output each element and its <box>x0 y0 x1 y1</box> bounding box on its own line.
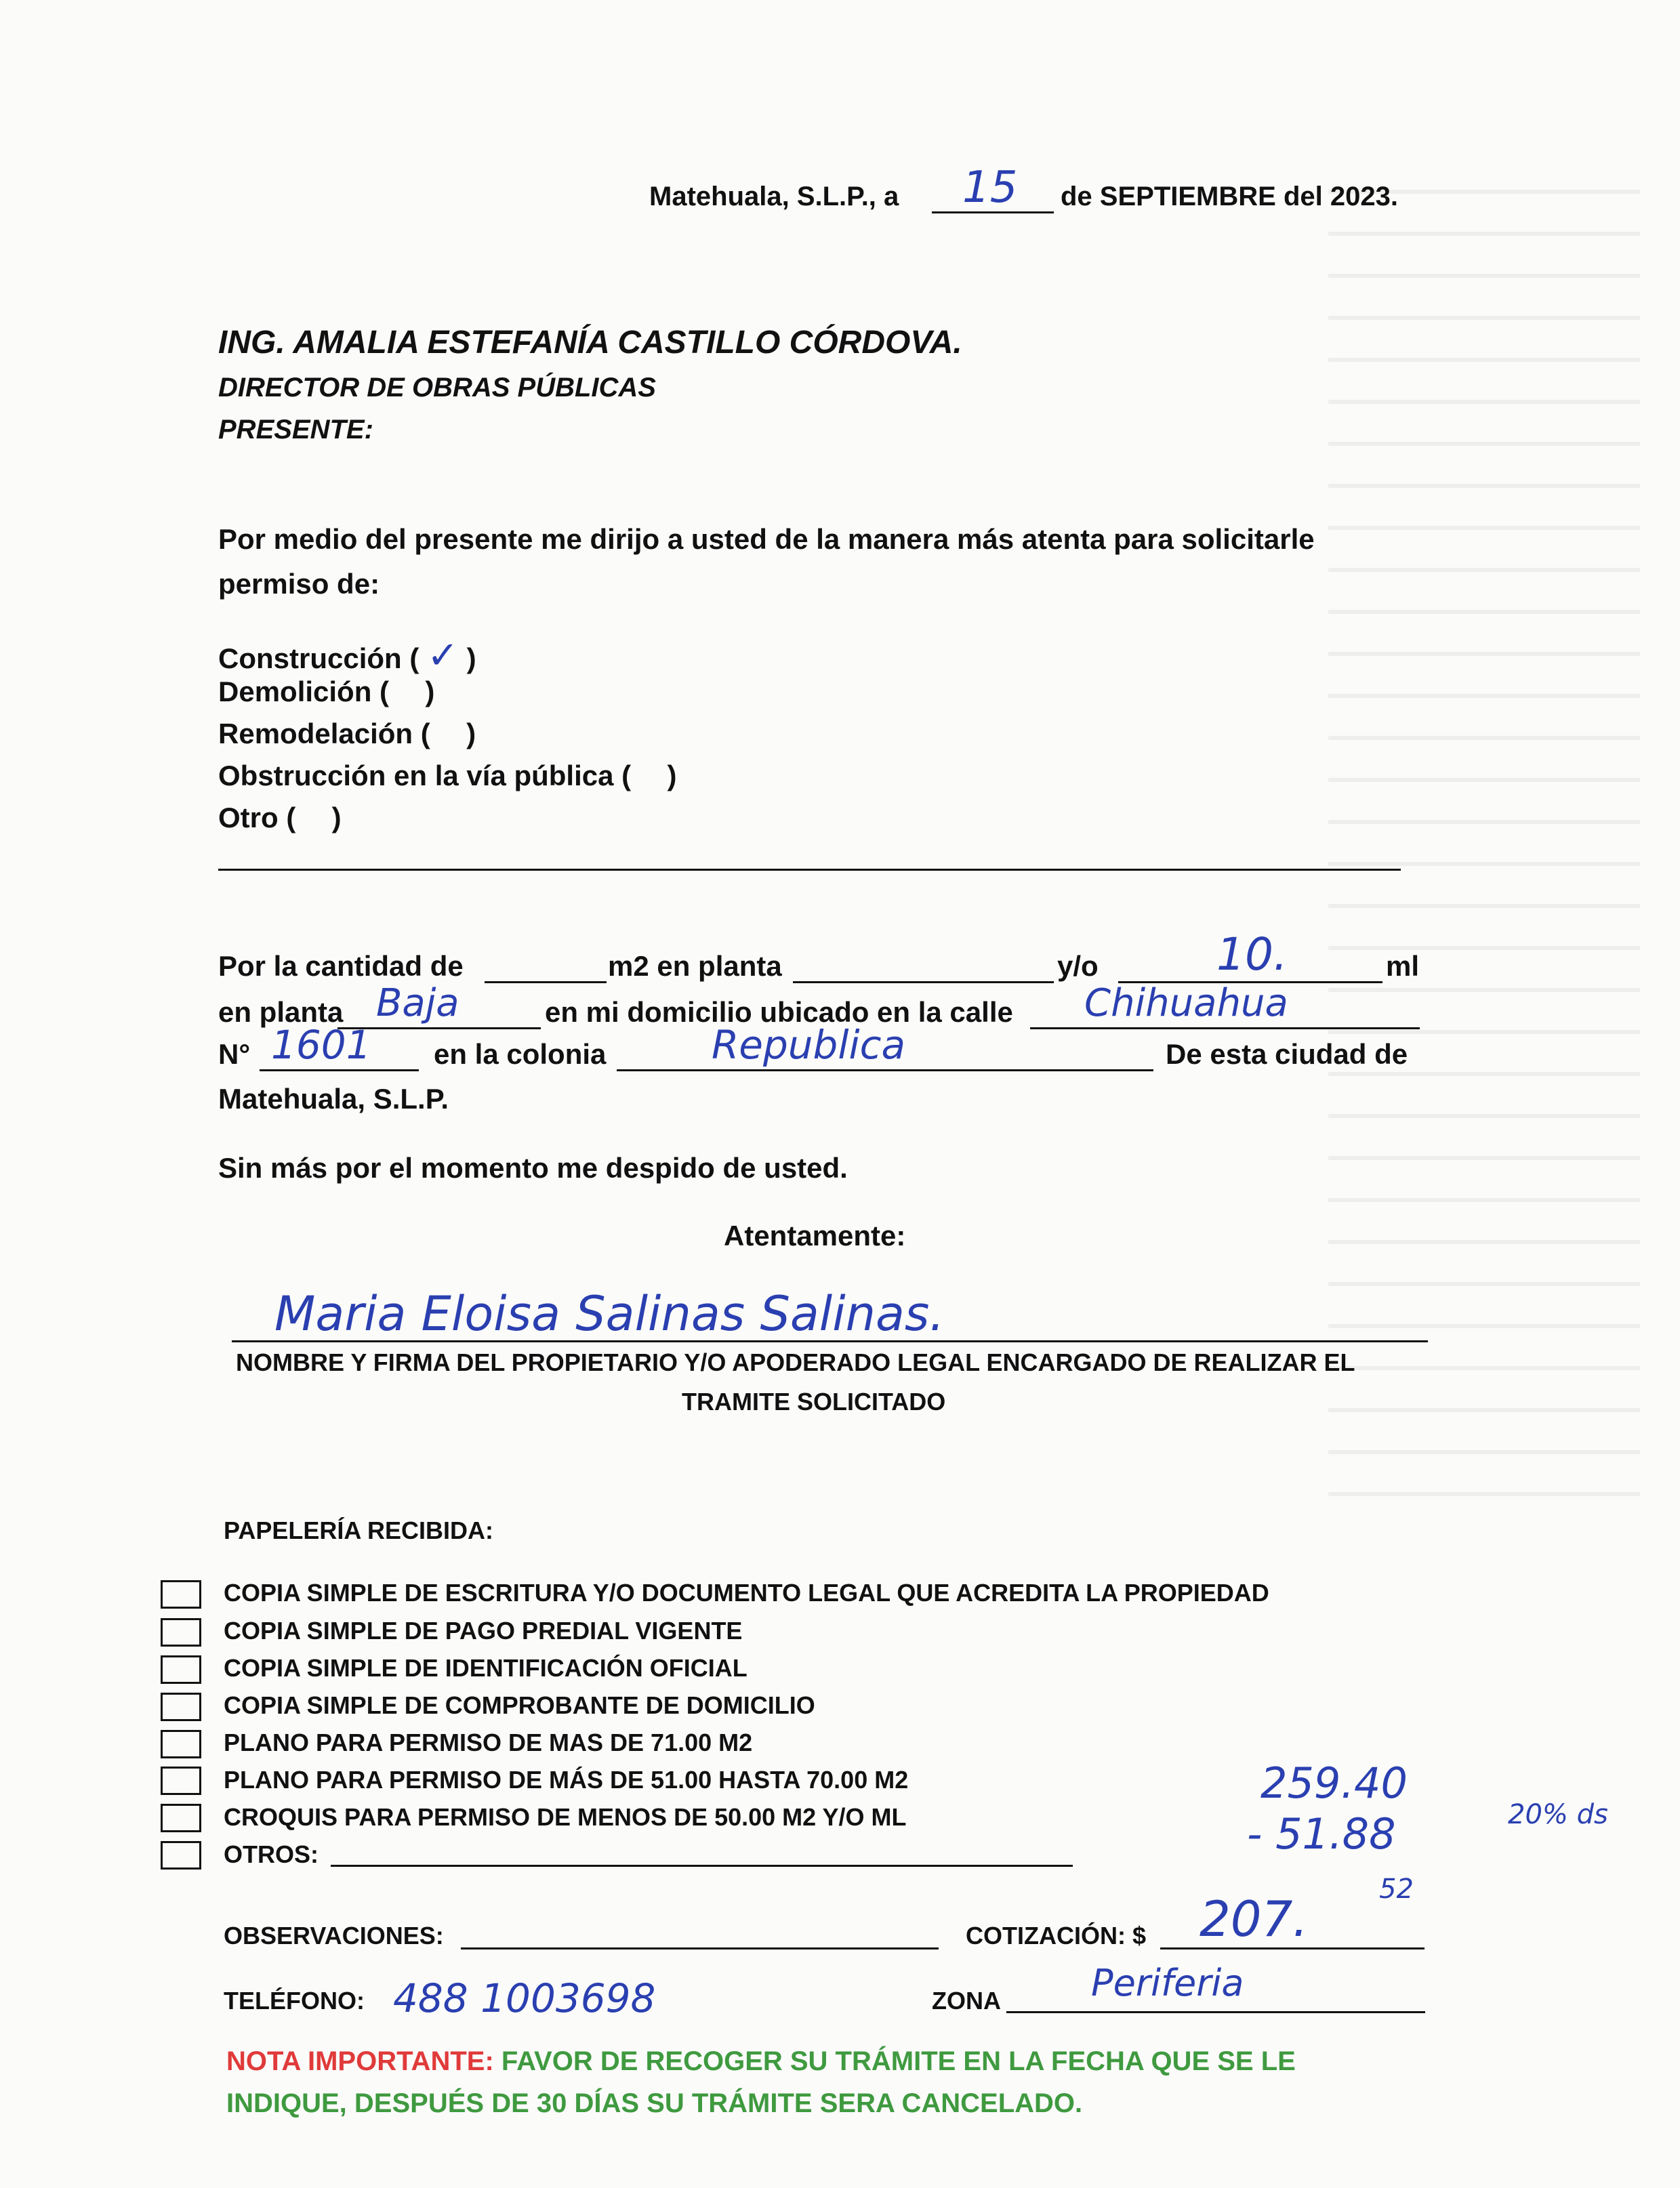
calc-line1: 259.40 <box>1261 1758 1408 1808</box>
paperwork-checkbox[interactable] <box>161 1804 201 1832</box>
option-label: Remodelación ( <box>218 718 430 749</box>
addressee-name: ING. AMALIA ESTEFANÍA CASTILLO CÓRDOVA. <box>218 325 962 360</box>
telefono-value: 488 1003698 <box>393 1975 656 2021</box>
option-remodelacion <box>218 718 476 750</box>
paperwork-item: COPIA SIMPLE DE PAGO PREDIAL VIGENTE <box>224 1617 743 1645</box>
regards-text: Atentamente: <box>724 1220 906 1252</box>
intro-line1: Por medio del presente me dirijo a usted de la manera más atenta para solicitarle <box>218 523 1315 555</box>
calc-line2: - 51.88 <box>1247 1809 1396 1859</box>
option-label: Otro ( <box>218 802 296 833</box>
street-line <box>1030 1027 1420 1029</box>
option-construccion <box>218 634 476 678</box>
number-line <box>260 1069 419 1071</box>
qty-prefix: Por la cantidad de <box>218 950 464 982</box>
paperwork-item: PLANO PARA PERMISO DE MAS DE 71.00 M2 <box>224 1729 753 1756</box>
option-close: ) <box>667 760 677 791</box>
presente-label: PRESENTE: <box>218 415 373 445</box>
bleed-through-shadow <box>1328 163 1640 1518</box>
paperwork-item: OTROS: <box>224 1840 319 1868</box>
intro-line2: permiso de: <box>218 568 380 600</box>
paperwork-checkbox[interactable] <box>161 1618 201 1647</box>
zona-value: Periferia <box>1091 1962 1244 2004</box>
qty-ml-value: 10. <box>1216 928 1288 981</box>
option-obstruccion <box>218 760 677 792</box>
option-close: ) <box>331 802 342 833</box>
paperwork-item: COPIA SIMPLE DE COMPROBANTE DE DOMICILIO <box>224 1691 815 1719</box>
paperwork-checkbox[interactable] <box>161 1841 201 1870</box>
observaciones-label: OBSERVACIONES: <box>224 1922 444 1949</box>
city-suffix: De esta ciudad de <box>1166 1038 1408 1070</box>
floor-prefix: en planta <box>218 996 344 1028</box>
cotizacion-label: COTIZACIÓN: $ <box>966 1922 1146 1949</box>
signature-caption-line2: TRAMITE SOLICITADO <box>682 1388 946 1416</box>
paperwork-checkbox[interactable] <box>161 1693 201 1721</box>
option-label: Construcción ( <box>218 642 419 674</box>
calc-result-cents: 52 <box>1379 1874 1414 1905</box>
addressee-title: DIRECTOR DE OBRAS PÚBLICAS <box>218 373 656 402</box>
day-value: 15 <box>962 163 1018 213</box>
zona-label: ZONA <box>932 1987 1001 2015</box>
date-place: Matehuala, S.L.P., a <box>649 182 899 211</box>
signature-line <box>232 1340 1428 1342</box>
paperwork-item: PLANO PARA PERMISO DE MÁS DE 51.00 HASTA 70.00 M2 <box>224 1766 909 1794</box>
colonia-label: en la colonia <box>434 1038 607 1070</box>
paperwork-item: COPIA SIMPLE DE IDENTIFICACIÓN OFICIAL <box>224 1654 747 1682</box>
nota-label: NOTA IMPORTANTE: <box>226 2046 494 2076</box>
nota-line1 <box>226 2046 1296 2077</box>
paperwork-checkbox[interactable] <box>161 1767 201 1795</box>
street-label: en mi domicilio ubicado en la calle <box>545 996 1013 1028</box>
closing-text: Sin más por el momento me despido de usted. <box>218 1152 848 1184</box>
check-mark-icon: ✓ <box>427 634 459 678</box>
paperwork-checkbox[interactable] <box>161 1730 201 1758</box>
option-otro <box>218 802 342 834</box>
qty-m2-line <box>485 981 607 983</box>
paperwork-title: PAPELERÍA RECIBIDA: <box>224 1516 494 1544</box>
qty-floor-line <box>793 981 1054 983</box>
paperwork-checkbox[interactable] <box>161 1655 201 1684</box>
otro-line <box>218 869 1401 871</box>
option-close: ) <box>466 642 476 674</box>
nota-text-line2: INDIQUE, DESPUÉS DE 30 DÍAS SU TRÁMITE SERA CANCELADO. <box>226 2088 1083 2118</box>
cotizacion-line[interactable] <box>1160 1947 1425 1949</box>
option-label: Obstrucción en la vía pública ( <box>218 760 632 791</box>
cotizacion-value: 207. <box>1200 1891 1309 1947</box>
paperwork-checkbox[interactable] <box>161 1580 201 1609</box>
calc-side-note: 20% ds <box>1508 1799 1608 1830</box>
date-month-year: de SEPTIEMBRE del 2023. <box>1061 182 1398 211</box>
number-label: N° <box>218 1038 251 1070</box>
nota-text-line1: FAVOR DE RECOGER SU TRÁMITE EN LA FECHA QUE SE LE <box>501 2046 1296 2076</box>
zona-line[interactable] <box>1006 2011 1425 2013</box>
colonia-value: Republica <box>712 1022 906 1068</box>
street-value: Chihuahua <box>1084 981 1288 1025</box>
telefono-label: TELÉFONO: <box>224 1987 365 2015</box>
floor-value: Baja <box>376 981 459 1025</box>
observaciones-line[interactable] <box>461 1947 939 1949</box>
signature-caption-line1: NOMBRE Y FIRMA DEL PROPIETARIO Y/O APODERADO LEGAL ENCARGADO DE REALIZAR EL <box>236 1348 1355 1376</box>
number-value: 1601 <box>271 1022 371 1068</box>
option-close: ) <box>425 676 435 707</box>
option-demolicion <box>218 676 434 708</box>
qty-yo: y/o <box>1057 950 1099 982</box>
option-close: ) <box>466 718 476 749</box>
qty-ml-label: ml <box>1386 950 1420 982</box>
signature-handwritten: Maria Eloisa Salinas Salinas. <box>274 1286 945 1342</box>
otros-line <box>331 1865 1073 1867</box>
paperwork-item: CROQUIS PARA PERMISO DE MENOS DE 50.00 M2 Y/O ML <box>224 1803 907 1831</box>
paperwork-item: COPIA SIMPLE DE ESCRITURA Y/O DOCUMENTO LEGAL QUE ACREDITA LA PROPIEDAD <box>224 1579 1269 1607</box>
colonia-line <box>617 1069 1153 1071</box>
option-label: Demolición ( <box>218 676 390 707</box>
qty-m2-label: m2 en planta <box>608 950 782 982</box>
city: Matehuala, S.L.P. <box>218 1083 449 1115</box>
